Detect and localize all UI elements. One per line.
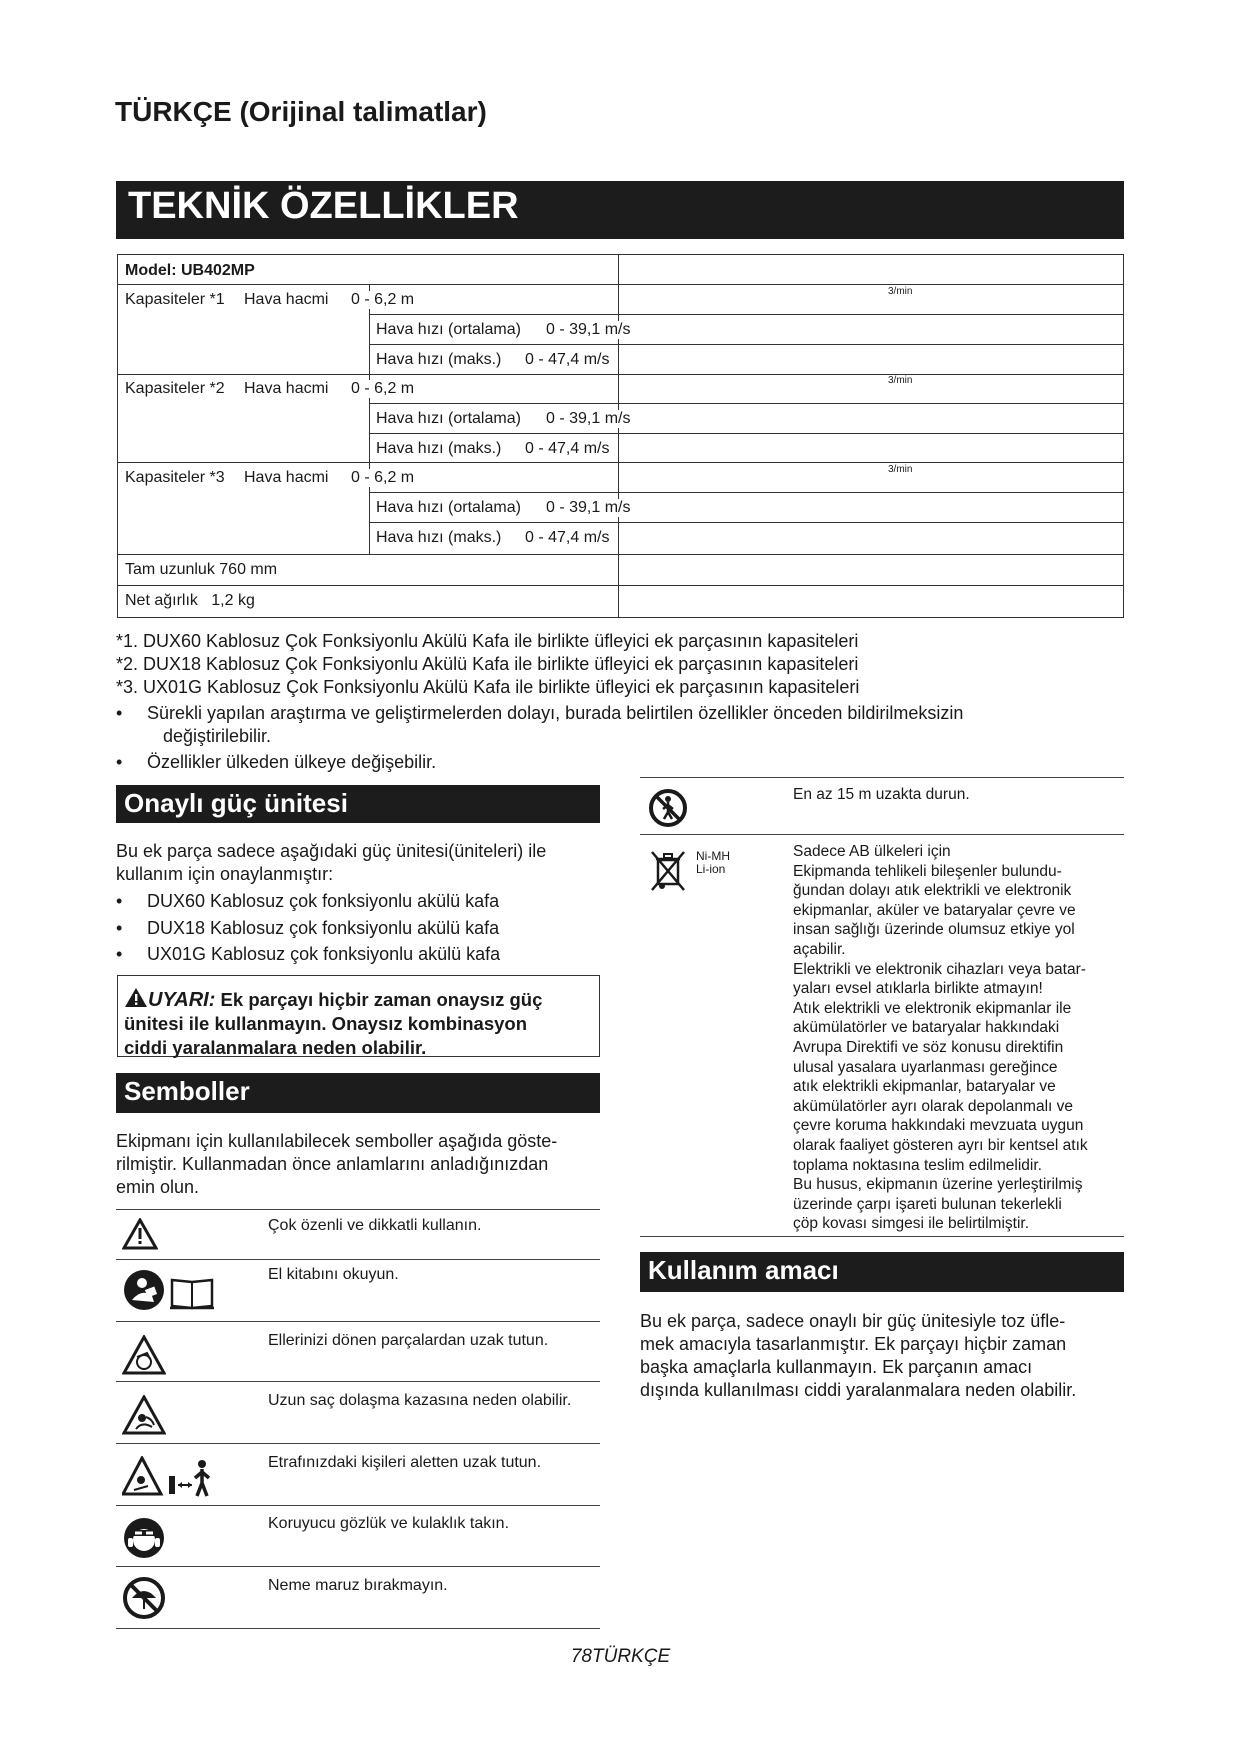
unit-superscript: 3/min [888, 464, 913, 475]
table-divider [618, 255, 619, 617]
air-volume-label: Hava hacmi [244, 469, 329, 486]
weee-line: akümülatörler ve bataryalar hakkındaki [793, 1019, 1060, 1037]
symbol-description: Çok özenli ve dikkatli kullanın. [268, 1217, 482, 1234]
intended-use-line: dışında kullanılması ciddi yaralanmalara neden olabilir. [640, 1380, 1077, 1400]
weee-line: Atık elektrikli ve elektronik ekipmanlar ile [793, 999, 1072, 1017]
symbol-row-divider [116, 1381, 600, 1382]
weee-line: Ekipmanda tehlikeli bileşenler bulundu- [793, 862, 1062, 880]
weee-line: atık elektrikli ekipmanlar, bataryalar ve [793, 1078, 1056, 1096]
battery-type-label [696, 850, 730, 876]
symbol-description: Ellerinizi dönen parçalardan uzak tutun. [268, 1332, 549, 1349]
symbol-row-divider [116, 1505, 600, 1506]
table-line [369, 403, 1123, 404]
unit-suffix [888, 286, 912, 305]
warning-text: ünitesi ile kullanmayın. Onaysız kombinasyon [124, 1013, 528, 1034]
weee-line: toplama noktasına teslim edilmelidir. [793, 1156, 1042, 1174]
unit-superscript: 3/min [888, 286, 913, 297]
page-language-title: TÜRKÇE (Orijinal talimatlar) [115, 96, 487, 127]
capacity-label: Kapasiteler *3 [125, 469, 225, 486]
weee-line: akümülatörler ayrı olarak depolanmalı ve [793, 1097, 1073, 1115]
capacity-label: Kapasiteler *1 [125, 291, 225, 308]
unit-suffix [888, 464, 912, 483]
spec-note-continued: değiştirilebilir. [163, 726, 272, 746]
approved-item: UX01G Kablosuz çok fonksiyonlu akülü kafa [147, 944, 501, 964]
approved-item: DUX18 Kablosuz çok fonksiyonlu akülü kafa [147, 918, 500, 938]
weee-line: açabilir. [793, 940, 846, 958]
air-speed-max-label: Hava hızı (maks.) [376, 440, 502, 457]
air-volume-value: 0 - 6,2 m [351, 291, 415, 308]
table-line [369, 433, 1123, 434]
table-line [118, 585, 1123, 586]
symbols-intro [116, 1130, 557, 1199]
symbol-row-divider [640, 1236, 1124, 1237]
intended-use-section-title: Kullanım amacı [640, 1252, 1124, 1292]
symbol-description: Etrafınızdaki kişileri aletten uzak tutun. [268, 1454, 542, 1471]
air-speed-max-value: 0 - 47,4 m/s [525, 351, 610, 368]
table-line [118, 284, 1123, 285]
warning-triangle-icon [122, 1218, 158, 1250]
warning-triangle-icon [124, 987, 148, 1008]
air-speed-avg-value: 0 - 39,1 m/s [546, 321, 631, 338]
page-footer [0, 1646, 1241, 1668]
air-volume-value: 0 - 6,2 m [351, 469, 415, 486]
battery-label: Ni-MH [696, 849, 730, 863]
table-line [369, 314, 1123, 315]
approved-item: DUX60 Kablosuz çok fonksiyonlu akülü kafa [147, 891, 500, 911]
weee-line: Bu husus, ekipmanın üzerine yerleştirilmiş [793, 1176, 1083, 1194]
capacity-label: Kapasiteler *2 [125, 380, 225, 397]
symbols-intro-line: rilmiştir. Kullanmadan önce anlamlarını anladığınızdan [116, 1154, 549, 1174]
table-divider [369, 284, 370, 554]
table-line [118, 374, 1123, 375]
air-speed-avg-label: Hava hızı (ortalama) [376, 499, 521, 516]
air-volume-label: Hava hacmi [244, 380, 329, 397]
weee-line: ekipmanlar, aküler ve bataryalar çevre ve [793, 901, 1076, 919]
air-speed-max-label: Hava hızı (maks.) [376, 529, 502, 546]
spec-note: Sürekli yapılan araştırma ve geliştirmelerden dolayı, burada belirtilen özellikler önceden bildirilmeksizin [147, 703, 964, 723]
intended-use-text [640, 1310, 1076, 1402]
symbol-row-divider [116, 1259, 600, 1260]
no-bystander-icon [648, 788, 688, 828]
symbol-row-divider [640, 834, 1124, 835]
weee-line: olarak faaliyet gösteren ayrı bir kentsel atık [793, 1136, 1088, 1154]
intended-use-line: mek amacıyla tasarlanmıştır. Ek parçayı hiçbir zaman [640, 1334, 1067, 1354]
air-volume-value: 0 - 6,2 m [351, 380, 415, 397]
symbol-row-divider [116, 1566, 600, 1567]
hand-rotating-parts-icon [122, 1335, 166, 1375]
symbol-description: Uzun saç dolaşma kazasına neden olabilir. [268, 1392, 572, 1409]
footnotes [116, 630, 859, 699]
keep-bystanders-away-icon [122, 1456, 218, 1498]
weee-line: ulusal yasalara uyarlanması gereğince [793, 1058, 1058, 1076]
no-rain-icon [122, 1576, 166, 1620]
read-manual-icon [122, 1268, 218, 1312]
warning-text: Ek parçayı hiçbir zaman onaysız güç [215, 989, 543, 1010]
weee-line: üzerinde çarpı işareti bulunan tekerlekli [793, 1195, 1062, 1213]
air-speed-avg-value: 0 - 39,1 m/s [546, 410, 631, 427]
weee-line: ğundan dolayı atık elektrikli ve elektronik [793, 882, 1072, 900]
footnote: *2. DUX18 Kablosuz Çok Fonksiyonlu Akülü Kafa ile birlikte üfleyici ek parçasının kapasiteleri [116, 654, 859, 674]
footnote: *1. DUX60 Kablosuz Çok Fonksiyonlu Akülü Kafa ile birlikte üfleyici ek parçasının kapasiteleri [116, 631, 859, 651]
table-line [369, 344, 1123, 345]
length-row: Tam uzunluk 760 mm [125, 561, 278, 578]
page-number: 78 [570, 1646, 592, 1667]
warning-text: ciddi yaralanmalara neden olabilir. [124, 1037, 427, 1058]
table-line [118, 462, 1123, 463]
symbol-description: El kitabını okuyun. [268, 1266, 399, 1283]
weee-line: yaları evsel atıklarla birlikte atmayın! [793, 980, 1043, 998]
air-speed-avg-label: Hava hızı (ortalama) [376, 410, 521, 427]
table-line [369, 492, 1123, 493]
footnote: *3. UX01G Kablosuz Çok Fonksiyonlu Akülü Kafa ile birlikte üfleyici ek parçasının kapasiteleri [116, 677, 860, 697]
symbols-intro-line: Ekipmanı için kullanılabilecek semboller aşağıda göste- [116, 1131, 558, 1151]
table-line [118, 554, 1123, 555]
approved-intro-line: Bu ek parça sadece aşağıdaki güç ünitesi(üniteleri) ile [116, 841, 547, 861]
air-speed-max-label: Hava hızı (maks.) [376, 351, 502, 368]
weee-line: Avrupa Direktifi ve söz konusu direktifin [793, 1038, 1064, 1056]
model-label: Model: UB402MP [125, 262, 255, 279]
crossed-bin-icon [648, 848, 688, 892]
intended-use-line: başka amaçlarla kullanmayın. Ek parçanın amacı [640, 1357, 1033, 1377]
symbol-description: En az 15 m uzakta durun. [793, 786, 970, 803]
table-line [369, 522, 1123, 523]
weee-line: çevre koruma hakkındaki mevzuata uygun [793, 1117, 1084, 1135]
warning-word: UYARI: [148, 989, 216, 1011]
weee-description [793, 842, 1088, 1234]
air-speed-max-value: 0 - 47,4 m/s [525, 529, 610, 546]
symbol-row-divider [116, 1443, 600, 1444]
bullet-dot: • [116, 752, 123, 772]
symbol-row-divider [116, 1321, 600, 1322]
goggles-earmuffs-icon [122, 1516, 166, 1560]
symbol-row-divider [116, 1209, 600, 1210]
intended-use-line: Bu ek parça, sadece onaylı bir güç ünitesiyle toz üfle- [640, 1311, 1066, 1331]
weight-row: Net ağırlık 1,2 kg [125, 592, 255, 609]
weee-line: Sadece AB ülkeleri için [793, 843, 951, 860]
air-speed-max-value: 0 - 47,4 m/s [525, 440, 610, 457]
battery-label: Li-ion [696, 862, 726, 876]
symbol-row-divider [640, 777, 1124, 778]
air-volume-label: Hava hacmi [244, 291, 329, 308]
warning-box [117, 975, 600, 1057]
air-speed-avg-label: Hava hızı (ortalama) [376, 321, 521, 338]
weee-line: insan sağlığı üzerinde olumsuz etkiye yol [793, 921, 1075, 939]
bullet-dot: • [116, 918, 123, 938]
bullet-dot: • [116, 944, 123, 964]
approved-intro [116, 840, 546, 886]
approved-intro-line: kullanım için onaylanmıştır: [116, 864, 334, 884]
weee-line: Elektrikli ve elektronik cihazları veya batar- [793, 960, 1086, 978]
weee-line: çöp kovası simgesi ile belirtilmiştir. [793, 1215, 1030, 1233]
approved-section-title: Onaylı güç ünitesi [116, 785, 600, 823]
symbols-intro-line: emin olun. [116, 1177, 200, 1197]
symbol-row-divider [116, 1628, 600, 1629]
symbol-description: Neme maruz bırakmayın. [268, 1577, 448, 1594]
symbol-description: Koruyucu gözlük ve kulaklık takın. [268, 1515, 510, 1532]
footer-language: TÜRKÇE [592, 1646, 671, 1667]
symbols-section-title: Semboller [116, 1073, 600, 1113]
spec-table [117, 254, 1124, 618]
bullet-dot: • [116, 703, 123, 723]
air-speed-avg-value: 0 - 39,1 m/s [546, 499, 631, 516]
spec-section-title: TEKNİK ÖZELLİKLER [116, 181, 1124, 239]
bullet-dot: • [116, 891, 123, 911]
spec-note: Özellikler ülkeden ülkeye değişebilir. [147, 752, 437, 772]
unit-suffix [888, 375, 912, 394]
hair-entanglement-icon [122, 1395, 166, 1435]
unit-superscript: 3/min [888, 375, 913, 386]
